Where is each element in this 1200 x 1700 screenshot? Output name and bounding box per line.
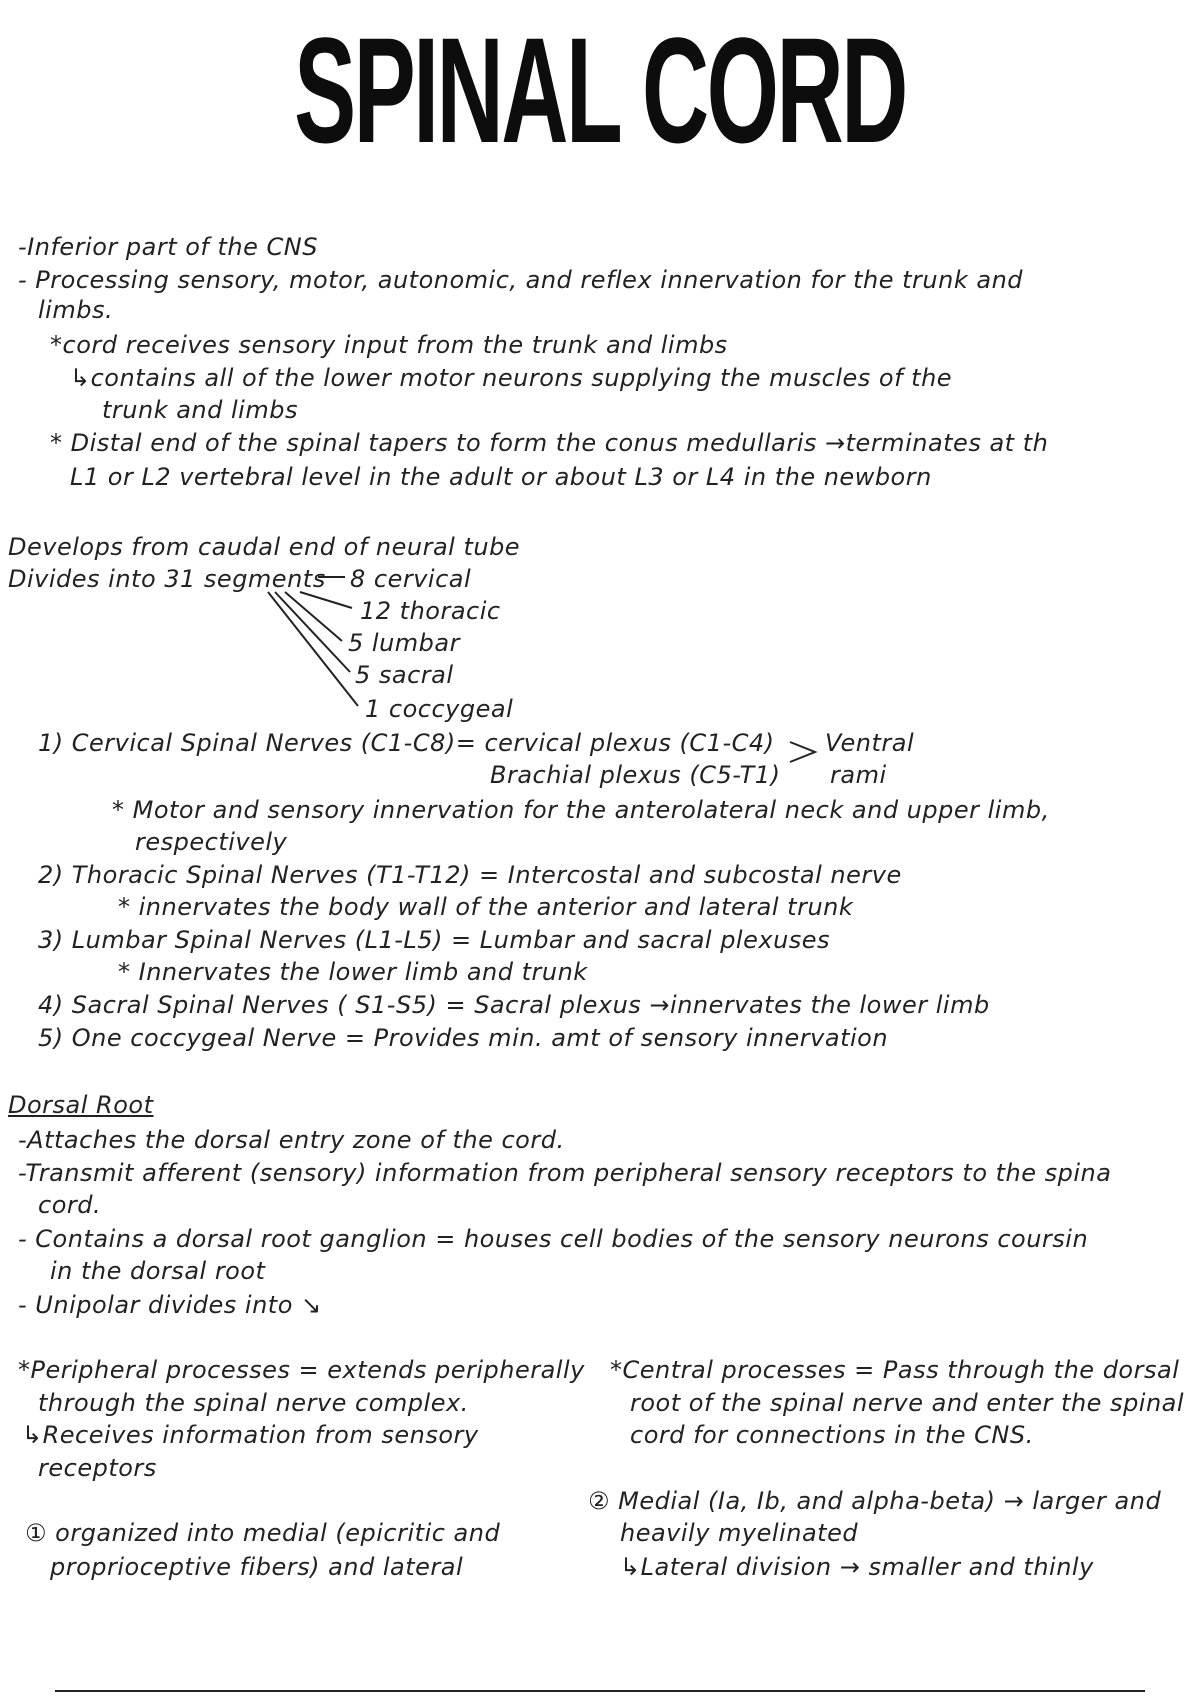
right-process-3: cord for connections in the CNS. — [630, 1421, 1034, 1449]
right-process-2: root of the spinal nerve and enter the spinal — [630, 1389, 1185, 1417]
left-process-6: proprioceptive fibers) and lateral — [50, 1553, 464, 1581]
intro-line-4: ↳contains all of the lower motor neurons supplying the muscles of the — [70, 364, 953, 392]
develops-line: Develops from caudal end of neural tube — [8, 533, 521, 561]
arrow-coccygeal — [268, 592, 358, 706]
nerve-1-rami: rami — [830, 761, 887, 789]
nerve-3-line-a: 3) Lumbar Spinal Nerves (L1-L5) = Lumbar and sacral plexuses — [38, 926, 831, 954]
intro-line-2: - Processing sensory, motor, autonomic, and reflex innervation for the trunk and — [18, 266, 1024, 294]
nerve-1-line-f: respectively — [135, 828, 288, 856]
intro-line-5: * Distal end of the spinal tapers to form the conus medullaris →terminates at th — [50, 429, 1049, 457]
bottom-rule — [55, 1690, 1145, 1692]
segment-lumbar: 5 lumbar — [348, 629, 460, 657]
left-process-3: ↳Receives information from sensory — [22, 1421, 479, 1449]
dorsal-root-heading: Dorsal Root — [8, 1091, 154, 1119]
divides-line: Divides into 31 segments — [8, 565, 326, 593]
segment-coccygeal: 1 coccygeal — [365, 695, 514, 723]
segment-thoracic: 12 thoracic — [360, 597, 501, 625]
dorsal-line-2: -Transmit afferent (sensory) information from peripheral sensory receptors to the spina — [18, 1159, 1112, 1187]
intro-line-2b: limbs. — [38, 296, 114, 324]
right-process-4: ② Medial (Ia, Ib, and alpha-beta) → larger and — [588, 1487, 1162, 1515]
left-process-5: ① organized into medial (epicritic and — [25, 1519, 501, 1547]
dorsal-line-3b: in the dorsal root — [50, 1257, 266, 1285]
segment-cervical: 8 cervical — [350, 565, 472, 593]
nerve-2-line-a: 2) Thoracic Spinal Nerves (T1-T12) = Intercostal and subcostal nerve — [38, 861, 902, 889]
dorsal-line-2b: cord. — [38, 1191, 102, 1219]
intro-line-4b: trunk and limbs — [102, 396, 298, 424]
nerve-2-line-b: * innervates the body wall of the anterior and lateral trunk — [118, 893, 854, 921]
nerve-1-line-a: 1) Cervical Spinal Nerves (C1-C8)= cervical plexus (C1-C4) — [38, 729, 775, 757]
intro-line-5b: L1 or L2 vertebral level in the adult or about L3 or L4 in the newborn — [70, 463, 932, 491]
nerve-4-line-a: 4) Sacral Spinal Nerves ( S1-S5) = Sacral plexus →innervates the lower limb — [38, 991, 990, 1019]
nerve-3-line-b: * Innervates the lower limb and trunk — [118, 958, 588, 986]
right-process-5: heavily myelinated — [620, 1519, 859, 1547]
left-process-2: through the spinal nerve complex. — [38, 1389, 469, 1417]
nerve-1-line-b: Brachial plexus (C5-T1) — [490, 761, 781, 789]
left-process-1: *Peripheral processes = extends peripherally — [18, 1356, 585, 1384]
right-process-1: *Central processes = Pass through the dorsal — [610, 1356, 1180, 1384]
dorsal-line-1: -Attaches the dorsal entry zone of the cord. — [18, 1126, 565, 1154]
nerve-1-line-e: * Motor and sensory innervation for the anterolateral neck and upper limb, — [112, 796, 1050, 824]
nerve-5-line-a: 5) One coccygeal Nerve = Provides min. amt of sensory innervation — [38, 1024, 889, 1052]
left-process-4: receptors — [38, 1454, 157, 1482]
right-process-6: ↳Lateral division → smaller and thinly — [620, 1553, 1094, 1581]
nerve-1-ventral: Ventral — [825, 729, 915, 757]
page-title: SPINAL CORD — [294, 6, 906, 174]
dorsal-line-4: - Unipolar divides into ↘ — [18, 1291, 322, 1319]
intro-line-1: -Inferior part of the CNS — [18, 233, 318, 261]
intro-line-3: *cord receives sensory input from the trunk and limbs — [50, 331, 728, 359]
segment-sacral: 5 sacral — [355, 661, 454, 689]
arrow-thoracic — [300, 592, 352, 608]
dorsal-line-3: - Contains a dorsal root ganglion = houses cell bodies of the sensory neurons coursin — [18, 1225, 1089, 1253]
bracket-ventral-rami — [790, 742, 815, 762]
